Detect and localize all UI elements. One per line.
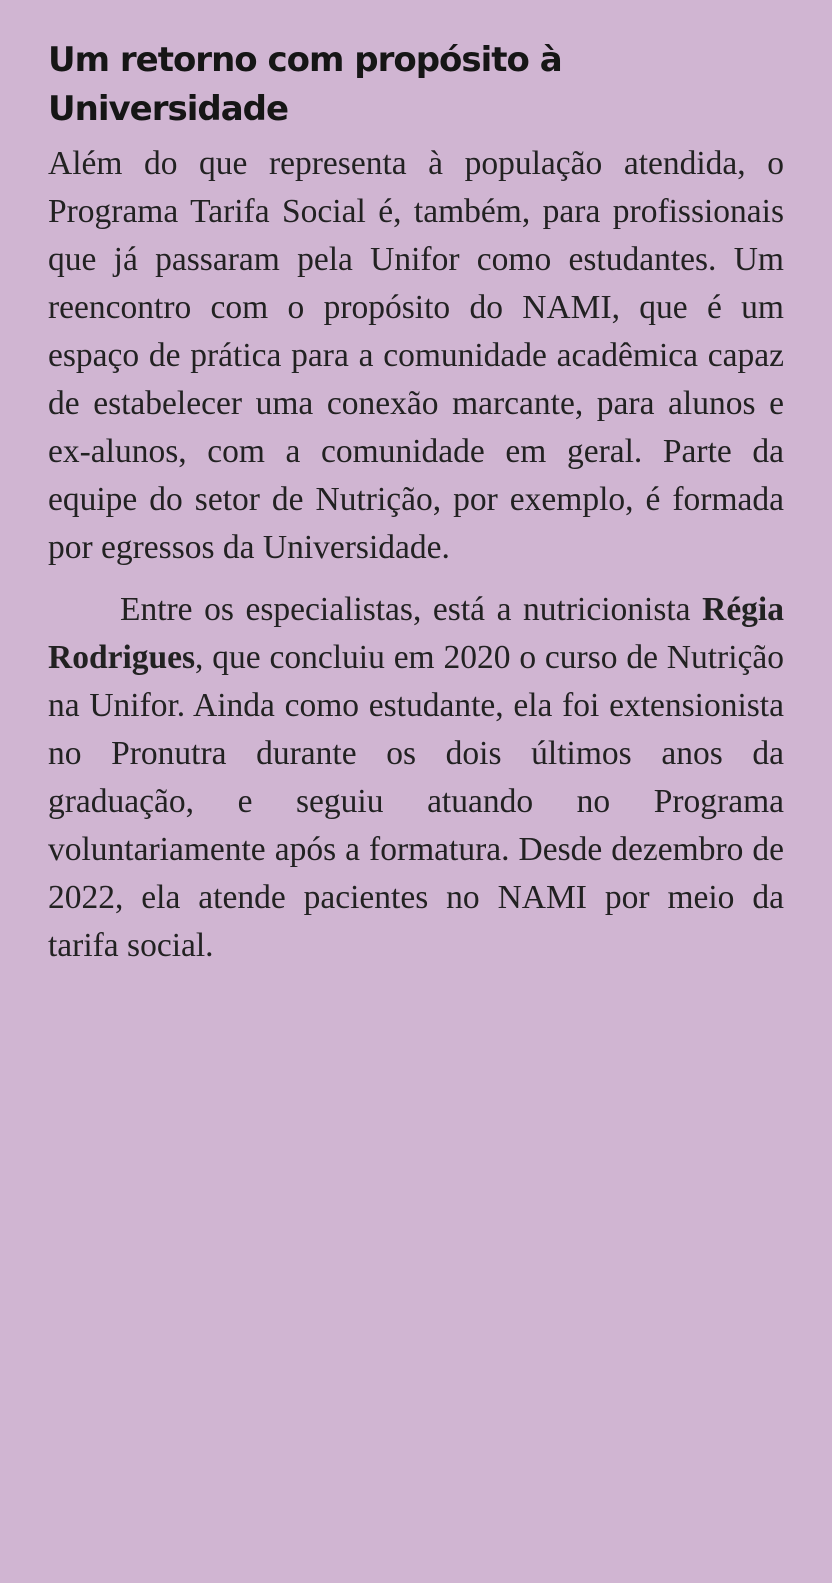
paragraph-specialist-intro: Entre os especialistas, está a nutricionista [120, 591, 703, 628]
paragraph-specialist [48, 586, 784, 970]
specialist-name: Régia Rodrigues [48, 591, 784, 676]
paragraph-intro: Além do que representa à população atendida, o Programa Tarifa Social é, também, para profissionais que já passaram pela Unifor como estudantes. Um reencontro com o propósito do NAMI, que é um espaço de prática para a comunidade acadêmica capaz de estabelecer uma conexão marcante, para alunos e ex-alunos, com a comunidade em geral. Parte da equipe do setor de Nutrição, por exemplo, é formada por egressos da Universidade. [48, 145, 784, 566]
paragraph-specialist-rest: , que concluiu em 2020 o curso de Nutrição na Unifor. Ainda como estudante, ela foi extensionista no Pronutra durante os dois últimos anos da graduação, e seguiu atuando no Programa voluntariamente após a formatura. Desde dezembro de 2022, ela atende pacientes no NAMI por meio da tarifa social. [48, 639, 784, 964]
box-title: Um retorno com propósito à Universidade [48, 40, 562, 129]
